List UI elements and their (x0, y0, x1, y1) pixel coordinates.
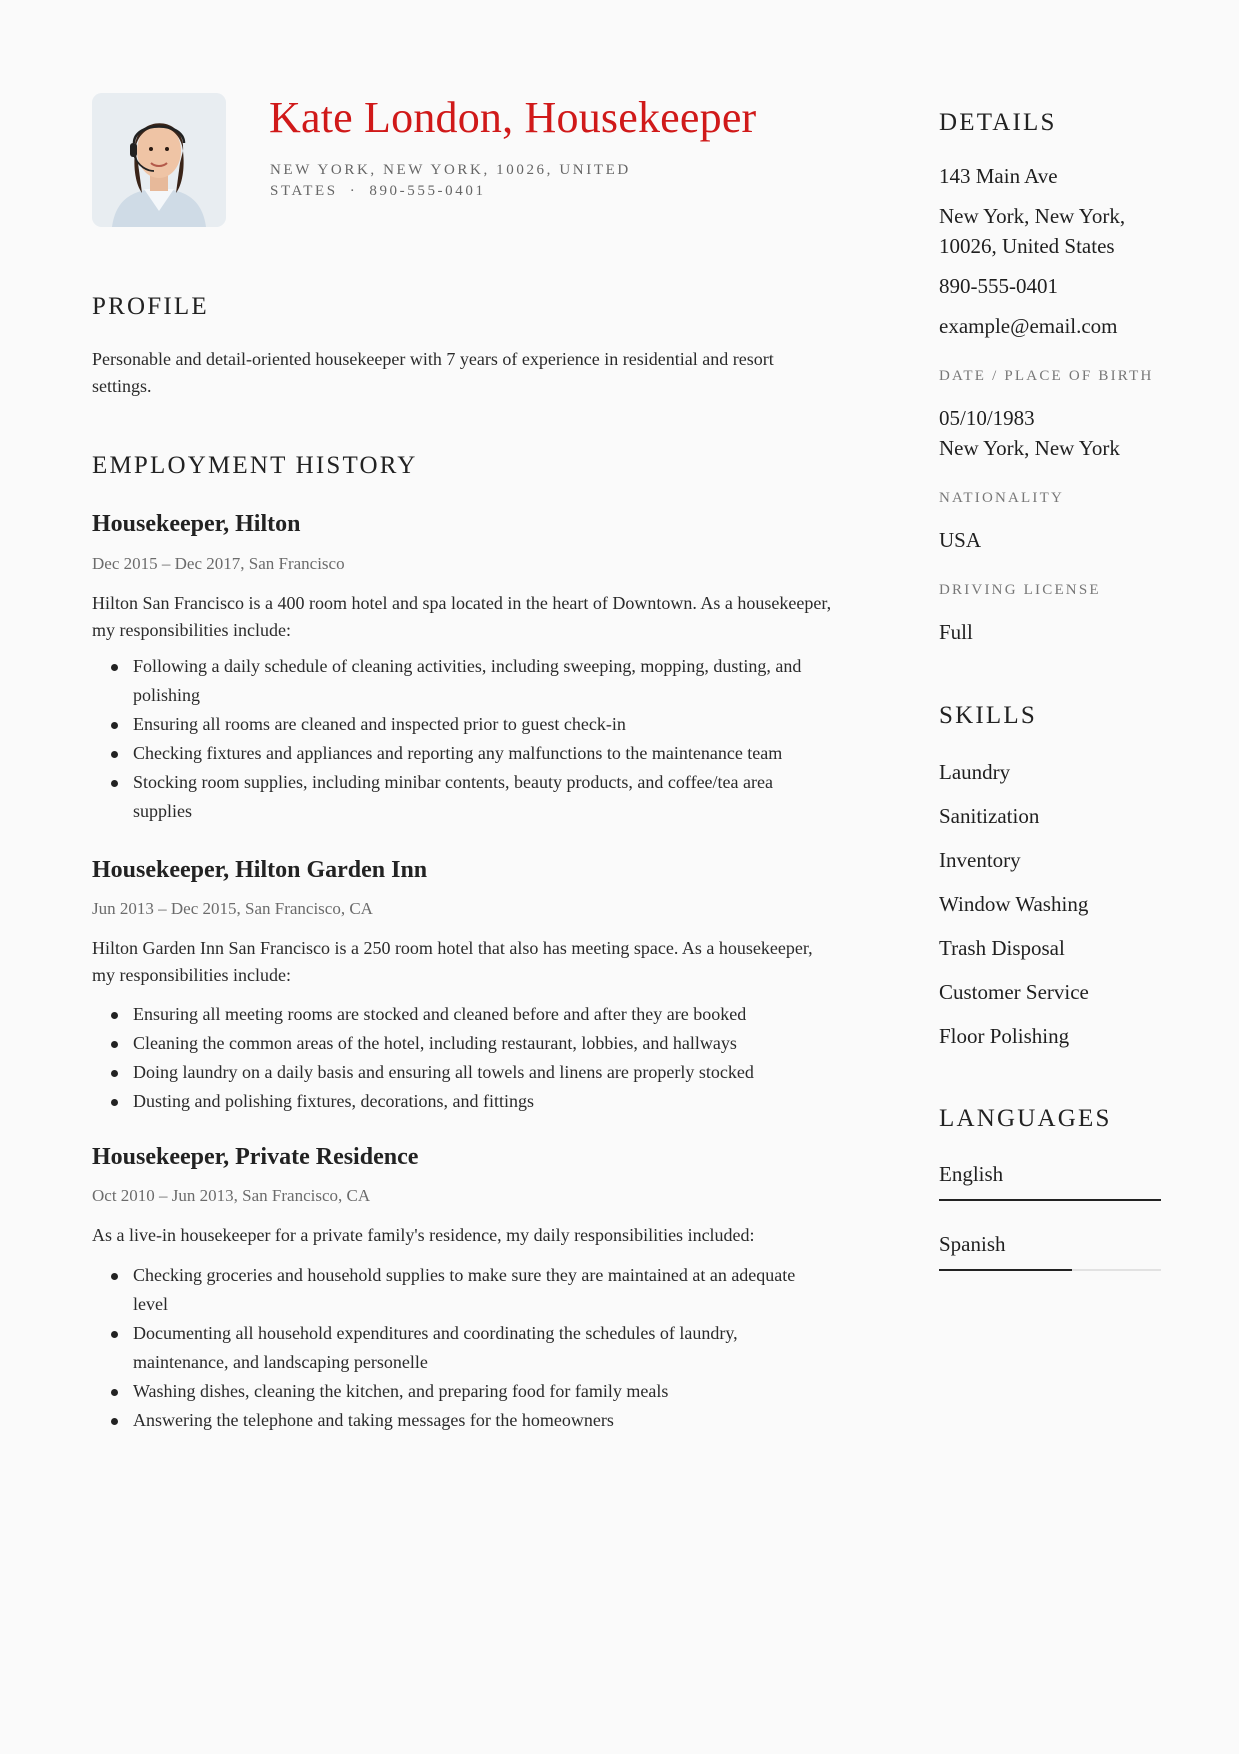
list-item: Inventory (939, 848, 1021, 872)
details-phone: 890-555-0401 (939, 274, 1058, 298)
license-label: DRIVING LICENSE (939, 582, 1101, 598)
license-value: Full (939, 620, 973, 644)
job-dates: Jun 2013 – Dec 2015, San Francisco, CA (92, 899, 373, 918)
list-item: Laundry (939, 760, 1011, 784)
job-responsibilities (92, 652, 832, 826)
list-item: Ensuring all meeting rooms are stocked and cleaned before and after they are booked (92, 1000, 832, 1029)
employment-heading: EMPLOYMENT HISTORY (92, 452, 418, 479)
details-street: 143 Main Ave (939, 164, 1058, 188)
list-item: Window Washing (939, 892, 1089, 916)
job-dates: Dec 2015 – Dec 2017, San Francisco (92, 554, 345, 573)
list-item: Stocking room supplies, including minibar contents, beauty products, and coffee/tea area supplies (92, 768, 832, 826)
list-item: Checking groceries and household supplies to make sure they are maintained at an adequate level (92, 1261, 832, 1319)
birth-label: DATE / PLACE OF BIRTH (939, 368, 1154, 384)
header-phone: 890-555-0401 (369, 183, 486, 199)
language-level-bar (939, 1199, 1161, 1201)
job-responsibilities (92, 1000, 832, 1116)
nationality-label: NATIONALITY (939, 490, 1065, 506)
language-level-track (939, 1199, 1161, 1201)
list-item: Customer Service (939, 980, 1089, 1004)
job-description: As a live-in housekeeper for a private family's residence, my daily responsibilities included: (92, 1225, 755, 1245)
language-english (939, 1159, 1161, 1201)
details-email: example@email.com (939, 314, 1118, 338)
details-city: New York, New York, 10026, United States (939, 204, 1126, 258)
list-item: Documenting all household expenditures and coordinating the schedules of laundry, maintenance, and landscaping personelle (92, 1319, 832, 1377)
job-responsibilities (92, 1261, 832, 1435)
job-title: Housekeeper, Hilton (92, 511, 301, 537)
header-address: NEW YORK, NEW YORK, 10026, UNITED STATES (270, 162, 631, 199)
profile-text: Personable and detail-oriented housekeeper with 7 years of experience in residential and resort settings. (92, 349, 774, 396)
list-item: Dusting and polishing fixtures, decorations, and fittings (92, 1087, 832, 1116)
language-name: Spanish (939, 1232, 1006, 1256)
list-item: Washing dishes, cleaning the kitchen, and preparing food for family meals (92, 1377, 832, 1406)
job-title: Housekeeper, Private Residence (92, 1144, 419, 1170)
list-item: Checking fixtures and appliances and reporting any malfunctions to the maintenance team (92, 739, 832, 768)
profile-photo (92, 93, 226, 227)
list-item: Cleaning the common areas of the hotel, including restaurant, lobbies, and hallways (92, 1029, 832, 1058)
job-title: Housekeeper, Hilton Garden Inn (92, 857, 428, 883)
nationality-value: USA (939, 528, 982, 552)
skills-heading: SKILLS (939, 702, 1037, 729)
language-level-track (939, 1269, 1161, 1271)
language-spanish (939, 1229, 1161, 1271)
profile-heading: PROFILE (92, 293, 209, 320)
languages-heading: LANGUAGES (939, 1105, 1112, 1132)
person-photo-icon (92, 93, 226, 227)
list-item: Answering the telephone and taking messages for the homeowners (92, 1406, 832, 1435)
details-heading: DETAILS (939, 109, 1057, 136)
candidate-name: Kate London, Housekeeper (269, 93, 757, 142)
header-contact (270, 160, 650, 202)
list-item: Ensuring all rooms are cleaned and inspected prior to guest check-in (92, 710, 832, 739)
list-item: Following a daily schedule of cleaning activities, including sweeping, mopping, dusting, and polishing (92, 652, 832, 710)
job-description: Hilton Garden Inn San Francisco is a 250 room hotel that also has meeting space. As a housekeeper, my responsibilities include: (92, 938, 813, 985)
list-item: Trash Disposal (939, 936, 1065, 960)
list-item: Doing laundry on a daily basis and ensuring all towels and linens are properly stocked (92, 1058, 832, 1087)
separator-dot: · (349, 183, 358, 199)
list-item: Floor Polishing (939, 1024, 1070, 1048)
job-dates: Oct 2010 – Jun 2013, San Francisco, CA (92, 1186, 371, 1205)
birth-date: 05/10/1983 (939, 406, 1035, 430)
birth-place: New York, New York (939, 436, 1120, 460)
job-description: Hilton San Francisco is a 400 room hotel and spa located in the heart of Downtown. As a housekeeper, my responsibilities include: (92, 593, 832, 640)
language-level-bar (939, 1269, 1072, 1271)
skills-list (939, 757, 1089, 1065)
list-item: Sanitization (939, 804, 1040, 828)
language-name: English (939, 1162, 1004, 1186)
